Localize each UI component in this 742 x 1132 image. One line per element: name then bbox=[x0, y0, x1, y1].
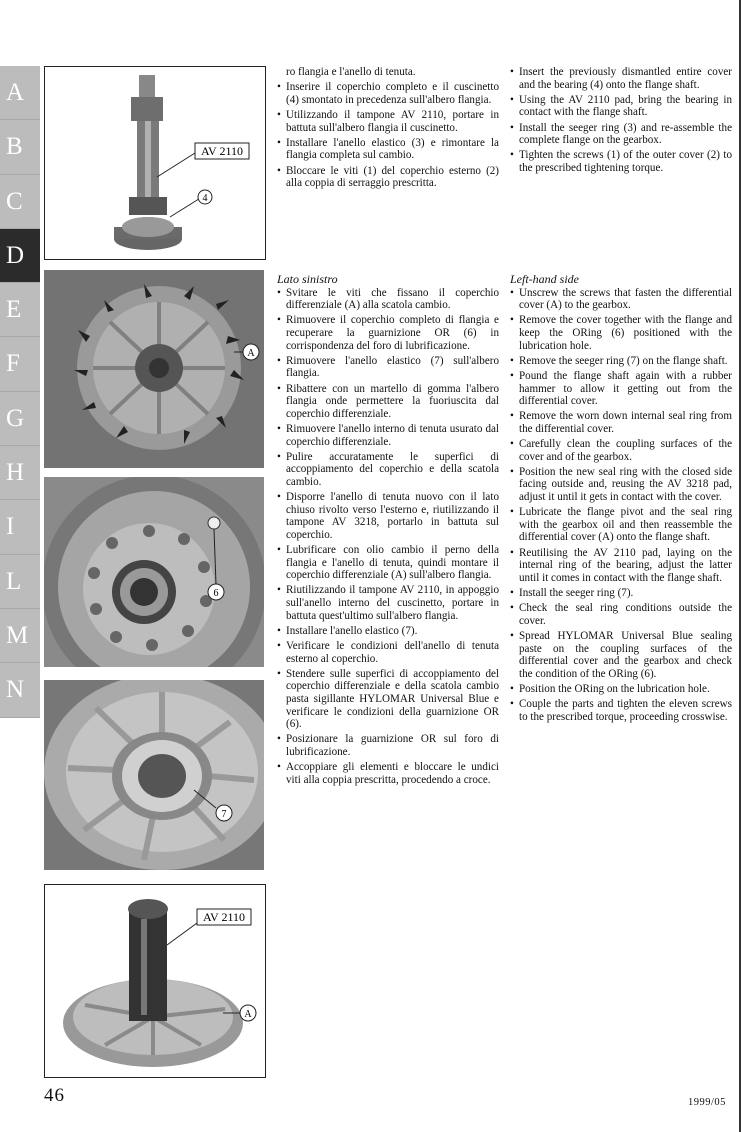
list-item: • Disporre l'anello di tenuta nuovo con il lato chiuso rivolto verso l'esterno e, riutilizzando il tampone AV 3218, portarlo in battuta sul coperchio. bbox=[277, 491, 499, 541]
list-item: • Position the ORing on the lubrication hole. bbox=[510, 683, 732, 696]
figure-seeger-ring bbox=[44, 680, 264, 870]
list-item: • Rimuovere l'anello elastico (7) sull'albero flangia. bbox=[277, 355, 499, 380]
list-item: • Ribattere con un martello di gomma l'albero flangia onde permettere la fuoriuscita dal coperchio differenziale. bbox=[277, 383, 499, 421]
list-item: • Svitare le viti che fissano il coperchio differenziale (A) alla scatola cambio. bbox=[277, 287, 499, 312]
english-left-side-column bbox=[510, 273, 732, 726]
list-item: • Using the AV 2110 pad, bring the bearing in contact with the flange shaft. bbox=[510, 94, 732, 119]
tab-c: C bbox=[0, 175, 40, 229]
tool-label: AV 2110 bbox=[200, 144, 244, 158]
list-item: • Remove the worn down internal seal ring from the differential cover. bbox=[510, 410, 732, 435]
page-edge-rule bbox=[739, 0, 741, 1132]
list-item: • Unscrew the screws that fasten the differential cover (A) to the gearbox. bbox=[510, 287, 732, 312]
list-item: • Couple the parts and tighten the eleven screws to the prescribed torque, proceeding crosswise. bbox=[510, 698, 732, 723]
tab-m: M bbox=[0, 609, 40, 663]
list-item: • Remove the cover together with the flange and keep the ORing (6) positioned with the lubrication hole. bbox=[510, 314, 732, 352]
tab-d: D bbox=[0, 229, 40, 283]
list-item: • Installare l'anello elastico (3) e rimontare la flangia completa sul cambio. bbox=[277, 137, 499, 162]
callout-6: 6 bbox=[213, 588, 219, 599]
figure-cover-tool bbox=[44, 884, 266, 1078]
callout-4: 4 bbox=[202, 193, 208, 204]
list-item: • Verificare le condizioni dell'anello di tenuta esterno al coperchio. bbox=[277, 640, 499, 665]
list-item: ro flangia e l'anello di tenuta. bbox=[286, 66, 416, 78]
list-item: • Pulire accuratamente le superfici di accoppiamento del coperchio e della scatola cambio. bbox=[277, 451, 499, 489]
callout-a-2: A bbox=[244, 1009, 252, 1020]
list-item: • Riutilizzando il tampone AV 2110, in appoggio sull'anello interno del cuscinetto, portare in battuta quest'ultimo sull'albero flangia. bbox=[277, 584, 499, 622]
list-item: • Pound the flange shaft again with a rubber hammer to allow it getting out from the differential cover. bbox=[510, 370, 732, 408]
list-item: • Insert the previously dismantled entire cover and the bearing (4) onto the flange shaft. bbox=[510, 66, 732, 91]
edition-date: 1999/05 bbox=[688, 1097, 726, 1108]
tab-n: N bbox=[0, 663, 40, 717]
figure-gearbox-oring bbox=[44, 477, 264, 667]
list-item: • Bloccare le viti (1) del coperchio esterno (2) alla coppia di serraggio prescritta. bbox=[277, 165, 499, 190]
tab-h: H bbox=[0, 446, 40, 500]
page-number: 46 bbox=[44, 1085, 65, 1106]
tab-f: F bbox=[0, 337, 40, 391]
figure-differential-cover bbox=[44, 270, 264, 468]
callout-7: 7 bbox=[221, 809, 227, 820]
figure-flange-shaft-tool bbox=[44, 66, 266, 260]
tab-g: G bbox=[0, 392, 40, 446]
list-item: • Position the new seal ring with the closed side facing outside and, reusing the AV 3218 pad, adjust it until it gets in contact with the cover. bbox=[510, 466, 732, 504]
tab-b: B bbox=[0, 120, 40, 174]
list-item: • Carefully clean the coupling surfaces of the cover and of the gearbox. bbox=[510, 438, 732, 463]
list-item: • Rimuovere l'anello interno di tenuta usurato dal coperchio differenziale. bbox=[277, 423, 499, 448]
list-item: • Remove the seeger ring (7) on the flange shaft. bbox=[510, 355, 732, 368]
list-item: • Rimuovere il coperchio completo di flangia e recuperare la guarnizione OR (6) in corrispondenza del foro di lubrificazione. bbox=[277, 314, 499, 352]
list-item: • Install the seeger ring (7). bbox=[510, 587, 732, 600]
tab-i: I bbox=[0, 500, 40, 554]
tool-label-2: AV 2110 bbox=[202, 910, 246, 924]
english-top-column bbox=[510, 66, 732, 177]
tab-l: L bbox=[0, 555, 40, 609]
list-item: • Installare l'anello elastico (7). bbox=[277, 625, 499, 638]
callout-a: A bbox=[247, 348, 255, 359]
section-heading: Left-hand side bbox=[510, 272, 579, 286]
italian-top-column bbox=[277, 66, 499, 192]
list-item: • Tighten the screws (1) of the outer cover (2) to the prescribed tightening torque. bbox=[510, 149, 732, 174]
list-item: • Install the seeger ring (3) and re-assemble the complete flange on the gearbox. bbox=[510, 122, 732, 147]
list-item: • Check the seal ring conditions outside the cover. bbox=[510, 602, 732, 627]
tab-e: E bbox=[0, 283, 40, 337]
list-item: • Utilizzando il tampone AV 2110, portare in battuta sull'albero flangia il cuscinetto. bbox=[277, 109, 499, 134]
list-item: • Lubrificare con olio cambio il perno della flangia e l'anello di tenuta, quindi montare il coperchio differenziale (A) sull'albero flangia. bbox=[277, 544, 499, 582]
italian-left-side-column bbox=[277, 273, 499, 789]
list-item: • Accoppiare gli elementi e bloccare le undici viti alla coppia prescritta, procedendo a croce. bbox=[277, 761, 499, 786]
list-item: • Reutilising the AV 2110 pad, laying on the internal ring of the bearing, adjust the latter until it comes in contact with the flange shaft. bbox=[510, 547, 732, 585]
list-item: • Inserire il coperchio completo e il cuscinetto (4) smontato in precedenza sull'albero flangia. bbox=[277, 81, 499, 106]
tab-a: A bbox=[0, 66, 40, 120]
section-heading: Lato sinistro bbox=[277, 272, 338, 286]
list-item: • Stendere sulle superfici di accoppiamento del coperchio differenziale e della scatola cambio pasta sigillante HYLOMAR Universal Blue e verificare le condizioni della guarnizione OR (6). bbox=[277, 668, 499, 731]
thumb-index bbox=[0, 66, 40, 718]
list-item: • Posizionare la guarnizione OR sul foro di lubrificazione. bbox=[277, 733, 499, 758]
list-item: • Spread HYLOMAR Universal Blue sealing paste on the coupling surfaces of the differential cover and the gearbox and check the condition of the ORing (6). bbox=[510, 630, 732, 680]
list-item: • Lubricate the flange pivot and the seal ring with the gearbox oil and then reassemble the differential cover (A) onto the flange shaft. bbox=[510, 506, 732, 544]
